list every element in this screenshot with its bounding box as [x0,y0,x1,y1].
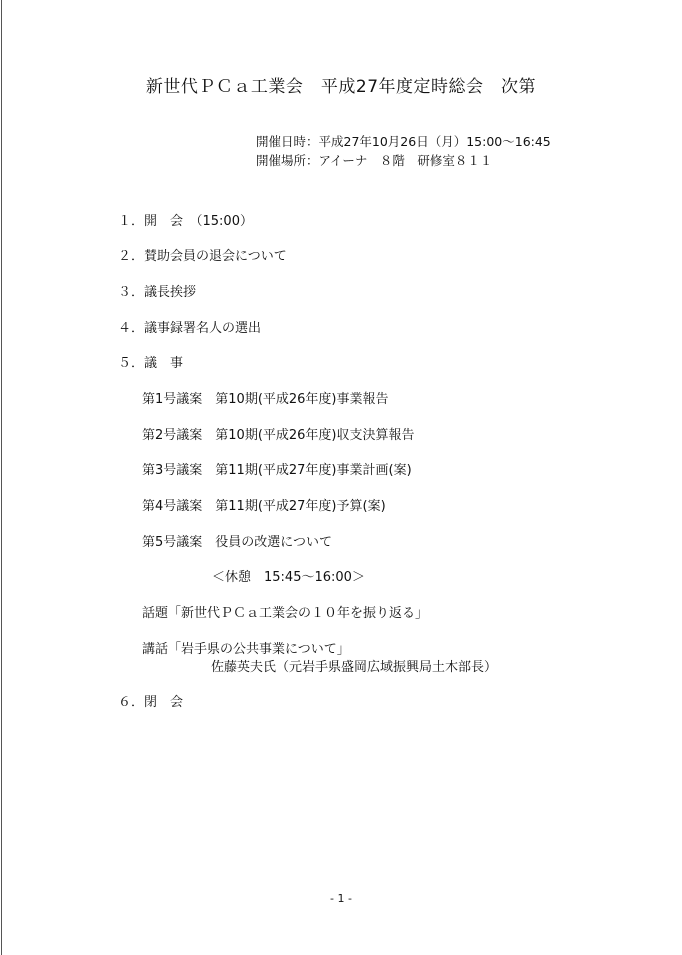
proposal-1: 第1号議案 第10期(平成26年度)事業報告 [142,392,389,407]
break-time: ＜休憩 15:45～16:00＞ [212,570,365,585]
agenda-item-minutes-signers: ４．議事録署名人の選出 [118,321,262,336]
agenda-item-proceedings: ５．議 事 [118,356,184,371]
page-edge [1,0,2,955]
topic: 話題「新世代ＰＣａ工業会の１０年を振り返る」 [142,606,429,621]
agenda-item-opening: １．開 会 （15:00） [118,214,253,229]
proposal-2: 第2号議案 第10期(平成26年度)収支決算報告 [142,428,415,443]
proposal-5: 第5号議案 役員の改選について [142,535,333,550]
meeting-datetime: 開催日時：平成27年10月26日（月）15:00～16:45 [256,134,551,149]
lecture: 講話「岩手県の公共事業について」 [142,642,350,657]
meeting-place: 開催場所：アイーナ ８階 研修室８１１ [256,153,493,168]
agenda-item-withdrawal: ２．賛助会員の退会について [118,249,287,264]
document-title: 新世代ＰＣａ工業会 平成27年度定時総会 次第 [145,77,537,97]
proposal-3: 第3号議案 第11期(平成27年度)事業計画(案) [142,463,412,478]
agenda-item-closing: ６．閉 会 [118,695,184,710]
lecturer: 佐藤英夫氏（元岩手県盛岡広域振興局土木部長） [211,660,498,675]
page-number: - 1 - [330,892,352,905]
proposal-4: 第4号議案 第11期(平成27年度)予算(案) [142,499,386,514]
agenda-item-chair-greeting: ３．議長挨拶 [118,285,197,300]
